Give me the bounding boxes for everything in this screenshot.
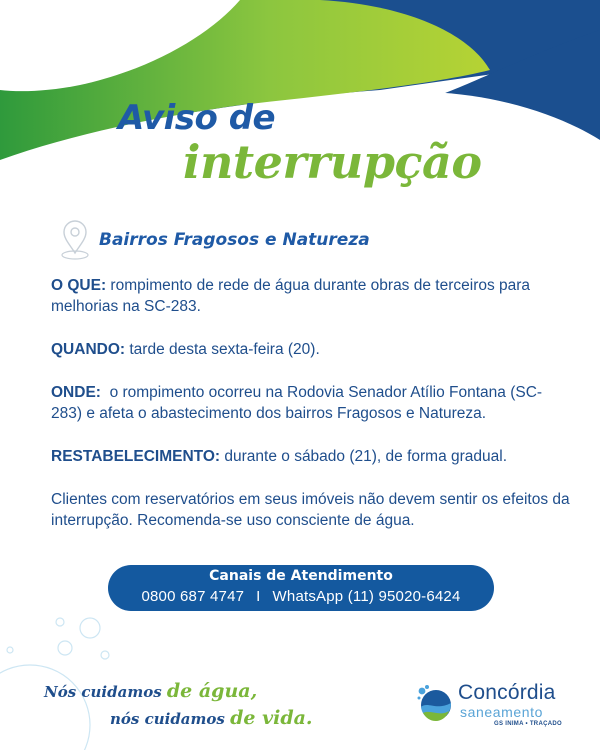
slogan-2b: de vida.	[230, 707, 313, 729]
notice-what	[51, 275, 571, 317]
when-text: tarde desta sexta-feira (20).	[125, 341, 320, 358]
what-label: O QUE:	[51, 277, 107, 294]
slogan-line-2	[110, 707, 313, 729]
slogan-1a: Nós cuidamos	[44, 683, 167, 701]
notice-when	[51, 339, 571, 360]
map-pin-icon	[58, 218, 92, 260]
phone-number[interactable]: 0800 687 4747	[141, 588, 245, 605]
where-text: o rompimento ocorreu na Rodovia Senador Atílio Fontana (SC-283) e afeta o abastecimento dos bairros Fragosos e Natureza.	[51, 384, 543, 422]
notice-restore	[51, 446, 571, 467]
notice-where	[51, 382, 571, 424]
logo-subtitle: saneamento	[460, 704, 544, 720]
title-line-1: Aviso de	[118, 98, 276, 138]
location-label: Bairros Fragosos e Natureza	[99, 230, 370, 250]
slogan-2a: nós cuidamos	[110, 710, 231, 728]
slogan-line-1	[44, 680, 257, 702]
restore-text: durante o sábado (21), de forma gradual.	[220, 448, 508, 465]
when-label: QUANDO:	[51, 341, 126, 358]
contact-banner	[108, 565, 494, 611]
title-line-2: interrupção	[183, 135, 482, 189]
contact-title: Canais de Atendimento	[209, 568, 393, 584]
logo-drop-icon	[416, 681, 456, 723]
restore-label: RESTABELECIMENTO:	[51, 448, 221, 465]
notice-advice: Clientes com reservatórios em seus imóveis não devem sentir os efeitos da interrupção. Recomenda-se uso consciente de água.	[51, 491, 570, 529]
slogan-1b: de água,	[166, 680, 258, 702]
contact-channels	[108, 588, 494, 605]
where-label: ONDE:	[51, 384, 101, 401]
notice-body	[51, 275, 571, 553]
whatsapp-number[interactable]: WhatsApp (11) 95020-6424	[272, 588, 461, 605]
what-text: rompimento de rede de água durante obras de terceiros para melhorias na SC-283.	[51, 277, 531, 315]
logo-name: Concórdia	[458, 681, 556, 704]
logo-tagline: GS INIMA • TRAÇADO	[494, 721, 562, 727]
contact-separator: I	[256, 588, 261, 605]
company-logo	[416, 675, 566, 730]
